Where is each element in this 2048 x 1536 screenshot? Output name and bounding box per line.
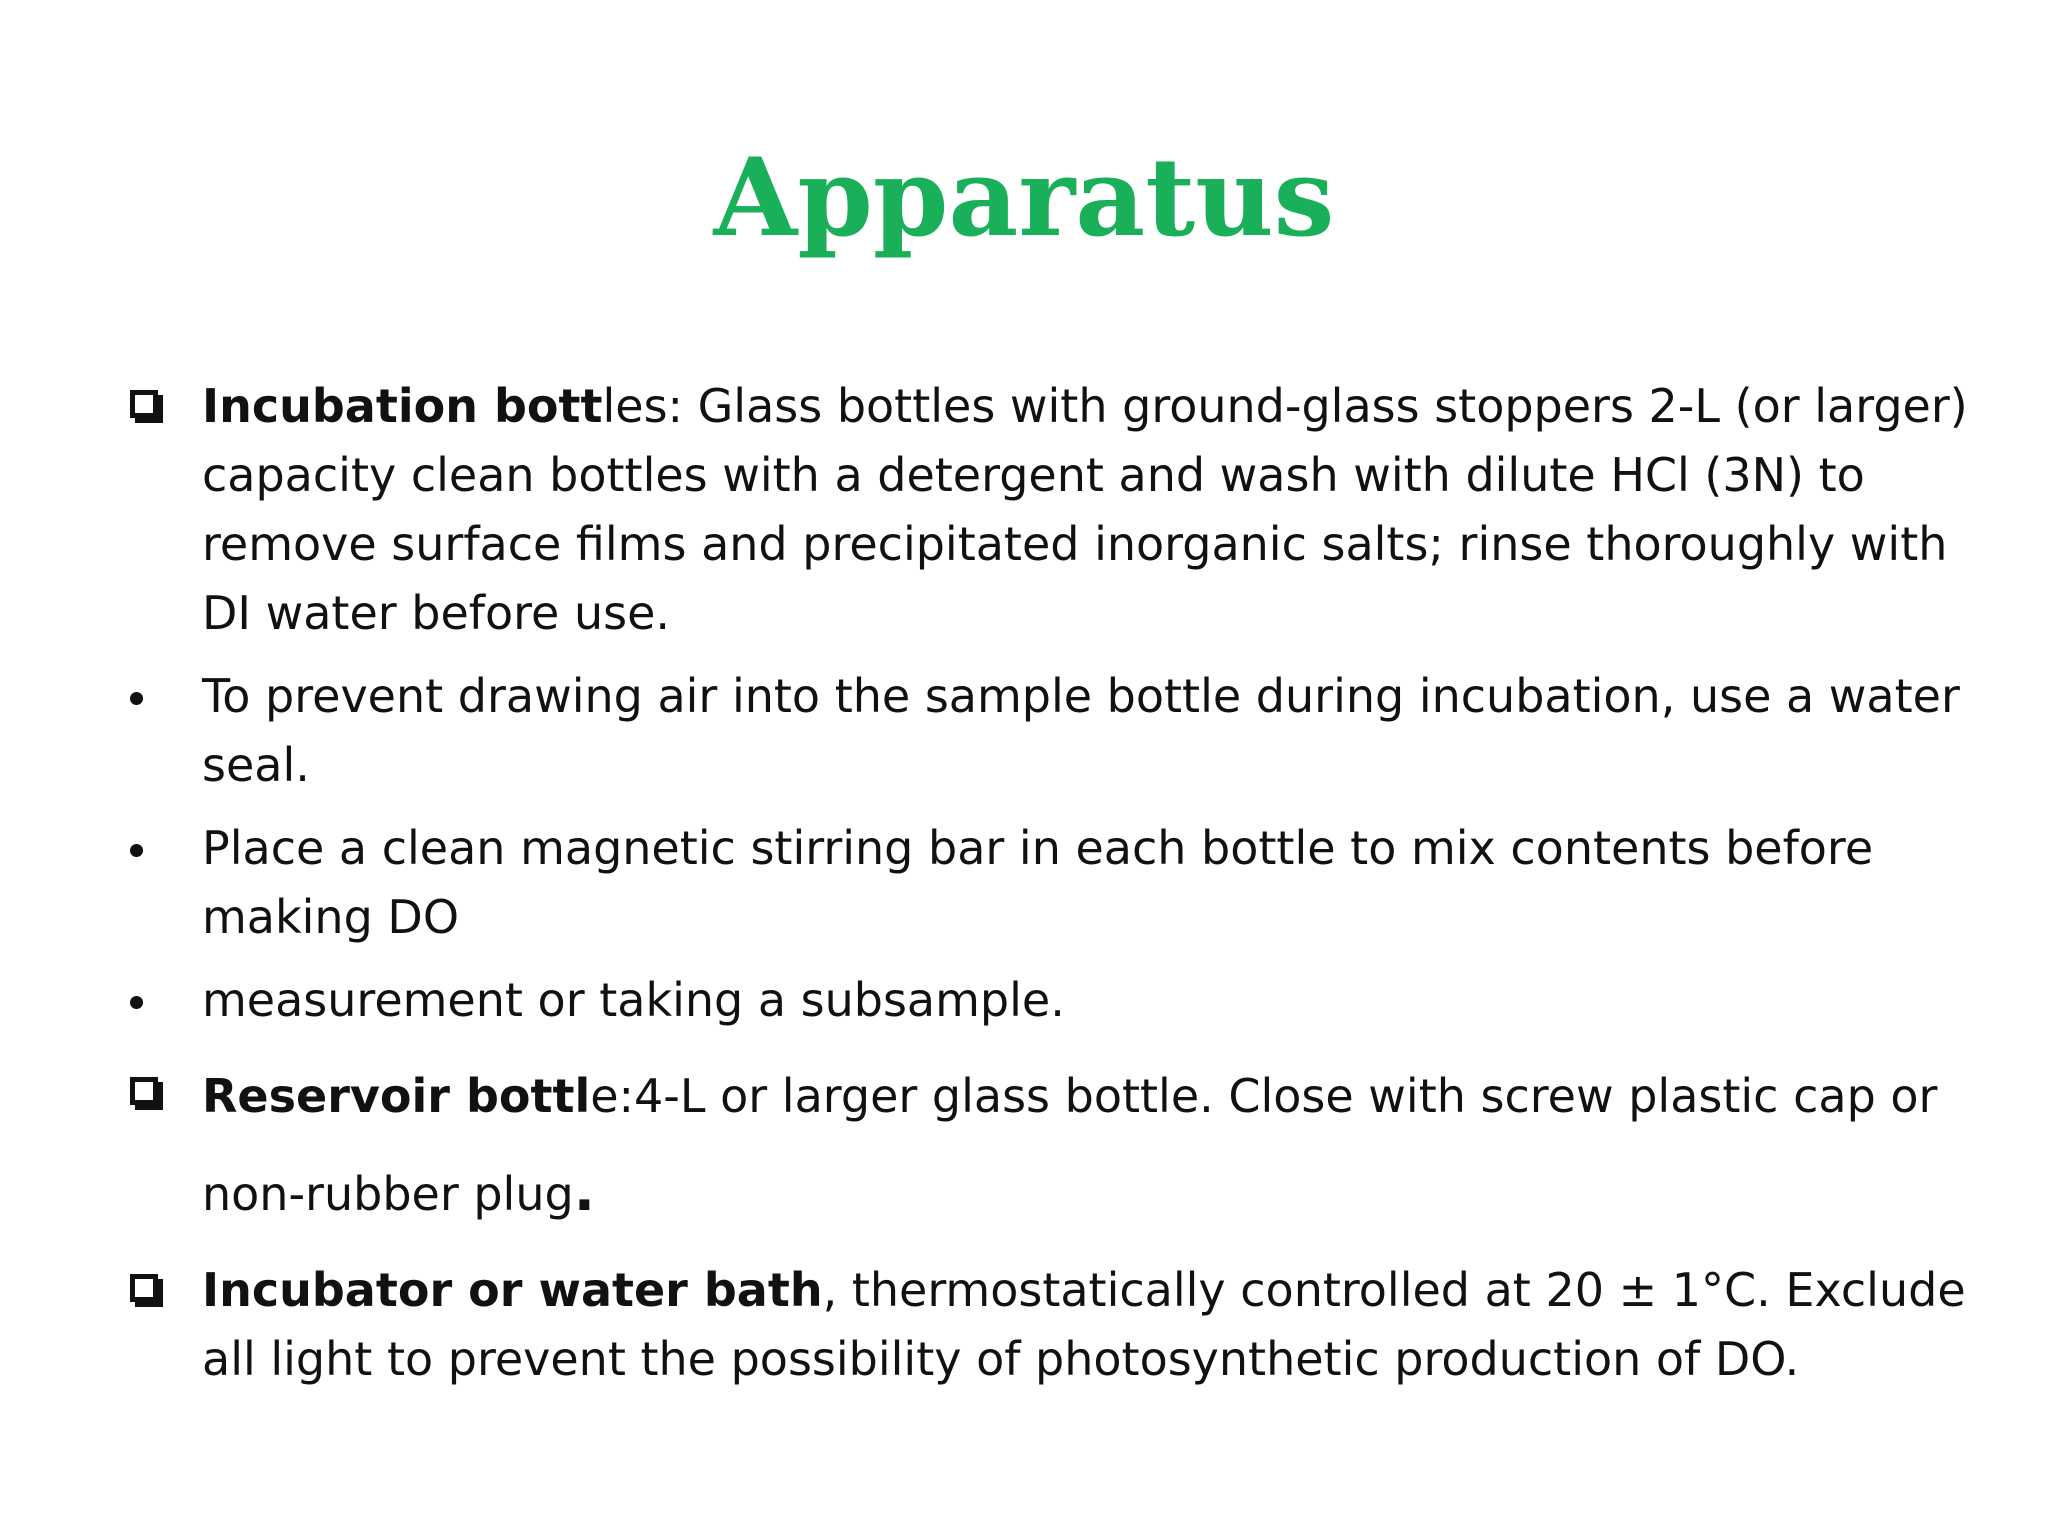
list-item-reservoir-bottle	[128, 1049, 1998, 1242]
checkbox-icon	[128, 1256, 188, 1325]
bullet-icon	[128, 966, 188, 1035]
list-item-stirring-bar	[128, 814, 1998, 952]
item-heading: Incubator or water bath	[202, 1263, 823, 1317]
item-heading: Reservoir bottl	[202, 1069, 591, 1123]
item-text: measurement or taking a subsample.	[202, 973, 1065, 1027]
apparatus-list	[128, 372, 1998, 1408]
checkbox-icon	[128, 372, 188, 441]
item-text: e:4-L or larger glass bottle. Close with screw plastic cap or non-rubber plug	[202, 1069, 1938, 1221]
bullet-icon	[128, 814, 188, 883]
item-heading: Incubation bott	[202, 379, 603, 433]
list-item-water-seal	[128, 662, 1998, 800]
slide-title: Apparatus	[713, 135, 1335, 261]
list-item-incubator	[128, 1256, 1998, 1394]
item-text: les: Glass bottles with ground-glass stoppers 2-L (or larger) capacity clean bottles with a detergent and wash with dilute HCl (3N) to remove surface films and precipitated inorganic salts; rinse thoroughly with DI water before use.	[202, 379, 1968, 640]
bullet-icon	[128, 662, 188, 731]
list-item-incubation-bottles	[128, 372, 1998, 648]
item-text: Place a clean magnetic stirring bar in each bottle to mix contents before making DO	[202, 821, 1874, 944]
list-item-measurement	[128, 966, 1998, 1035]
item-text: , thermostatically controlled at 20 ± 1°C. Exclude all light to prevent the possibility of photosynthetic production of DO.	[202, 1263, 1966, 1386]
item-text: To prevent drawing air into the sample bottle during incubation, use a water seal.	[202, 669, 1960, 792]
item-tail: .	[573, 1159, 595, 1224]
checkbox-icon	[128, 1049, 188, 1144]
